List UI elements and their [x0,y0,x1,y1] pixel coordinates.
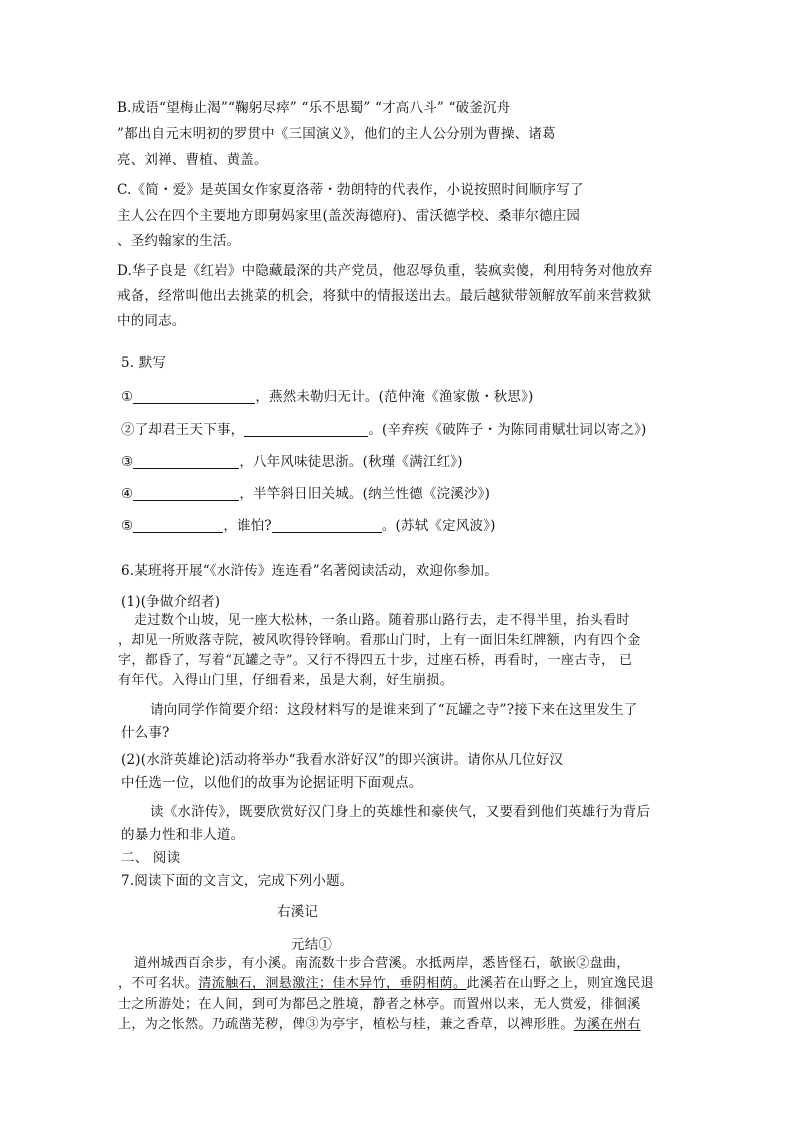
option-c-line1: C.《简・爱》是英国女作家夏洛蒂・勃朗特的代表作，小说按照时间顺序写了 [117,182,584,198]
essay-title: 右溪记 [277,904,319,920]
essay-line1: 道州城西百余步，有小溪。南流数十步合营溪。水抵两岸，悉皆怪石，欹嵌②盘曲， [134,956,630,971]
item-number: ② [121,422,135,438]
q5-item-1 [121,387,534,407]
q6-question1-line1: 请向同学作简要介绍：这段材料写的是谁来到了“瓦罐之寺”?接下来在这里发生了 [150,702,638,718]
option-b-line3: 亮、刘禅、曹植、黄盖。 [117,152,268,168]
item-text-mid: ，谁怕? [223,518,272,534]
q6-part1-title: (1)(争做介绍者) [121,594,221,610]
item-text-after: 。(苏轼《定风波》) [381,518,496,534]
essay-line3: 士之所游处；在人间，到可为都邑之胜境，静者之林亭。而置州以来，无人赏爱，徘徊溪 [118,997,641,1012]
q6-passage-line2: ，却见一所败落寺院，被风吹得铃铎响。看那山门时，上有一面旧朱红牌额，内有四个金 [118,633,641,648]
option-b-line2: ”都出自元末明初的罗贯中《三国演义》，他们的主人公分别为曹操、诸葛 [117,126,556,142]
option-d-line3: 中的同志。 [117,313,186,329]
option-c-line2: 主人公在四个主要地方即舅妈家里(盖茨海德府)、雷沃德学校、桑菲尔德庄园 [117,208,581,224]
fill-in-blank[interactable] [133,518,223,533]
q6-passage-line4: 有年代。入得山门里，仔细看来，虽是大刹，好生崩损。 [118,673,454,688]
option-b-line1: B.成语“望梅止渴”“鞠躬尽瘁” “乐不思蜀” “才高八斗” “破釜沉舟 [117,100,511,116]
q6-viewpoint-line1: 读《水浒传》，既要欣赏好汉门身上的英雄性和豪侠气，又要看到他们英雄行为背后 [150,804,651,820]
fill-in-blank[interactable] [133,486,239,501]
q6-title: 6.某班将开展“《水浒传》连连看”名著阅读活动，欢迎你参加。 [121,563,498,579]
q6-passage-line1: 走过数个山坡，见一座大松林，一条山路。随着那山路行去，走不得半里，抬头看时 [134,613,630,628]
item-number: ③ [121,454,134,470]
q6-part2-line2: 中任选一位，以他们的故事为论据证明下面观点。 [121,775,423,791]
option-c-line3: 、圣约翰家的生活。 [117,233,241,249]
section-heading-reading: 二、 阅读 [121,850,181,866]
underlined-sentence: 为溪在州右 [573,1017,641,1032]
item-number: ④ [121,486,134,502]
item-number: ⑤ [121,518,134,534]
q7-title: 7.阅读下面的文言文，完成下列小题。 [121,873,354,889]
essay-line2-text: ，不可名状。 [118,976,199,991]
essay-line4 [118,1015,641,1035]
q5-item-5 [121,516,496,536]
essay-line2 [118,974,654,994]
essay-author: 元结① [291,937,333,953]
essay-line2-rest: 此溪若在山野之上，则宜逸民退 [466,976,655,991]
option-d-line2: 戒备，经常叫他出去挑菜的机会，将狱中的情报送出去。最后越狱带领解放军前来营救狱 [117,288,652,304]
underlined-sentence: 清流触石，洄悬激注；佳木异竹，垂阴相荫。 [198,976,467,991]
fill-in-blank[interactable] [133,454,239,469]
essay-line4-text: 上，为之怅然。乃疏凿芜秽，俾③为亭宇，植松与桂，兼之香草，以裨形胜。 [118,1017,574,1032]
q5-item-2 [121,420,647,440]
q5-item-3 [121,452,463,472]
item-text-after: ，燕然未勒归无计。(范仲淹《渔家傲・秋思》) [255,389,534,405]
item-text-after: 。(辛弃疾《破阵子・为陈同甫赋壮词以寄之》) [368,422,647,438]
item-text-before: 了却君王天下事， [134,422,245,438]
q5-title: 5. 默写 [121,355,167,371]
q6-viewpoint-line2: 的暴力性和非人道。 [121,827,245,843]
option-d-line1: D.华子良是《红岩》中隐藏最深的共产党员，他忍辱负重，装疯卖傻，利用特务对他放弃 [117,263,653,279]
q6-question1-line2: 什么事? [121,725,170,741]
fill-in-blank[interactable] [133,389,255,404]
item-number: ① [121,389,134,405]
q5-item-4 [121,484,490,504]
item-text-after: ，半竿斜日旧关城。(纳兰性德《浣溪沙》) [239,486,491,502]
q6-part2-line1: (2)(水浒英雄论)活动将举办“我看水浒好汉”的即兴演讲。请你从几位好汉 [121,752,564,768]
q6-passage-line3: 字，都昏了，写着“瓦罐之寺”。又行不得四五十步，过座石桥，再看时，一座古寺， 已 [118,653,633,668]
fill-in-blank[interactable] [272,518,382,533]
fill-in-blank[interactable] [244,422,368,437]
item-text-after: ，八年风味徒思浙。(秋瑾《满江红》) [239,454,463,470]
